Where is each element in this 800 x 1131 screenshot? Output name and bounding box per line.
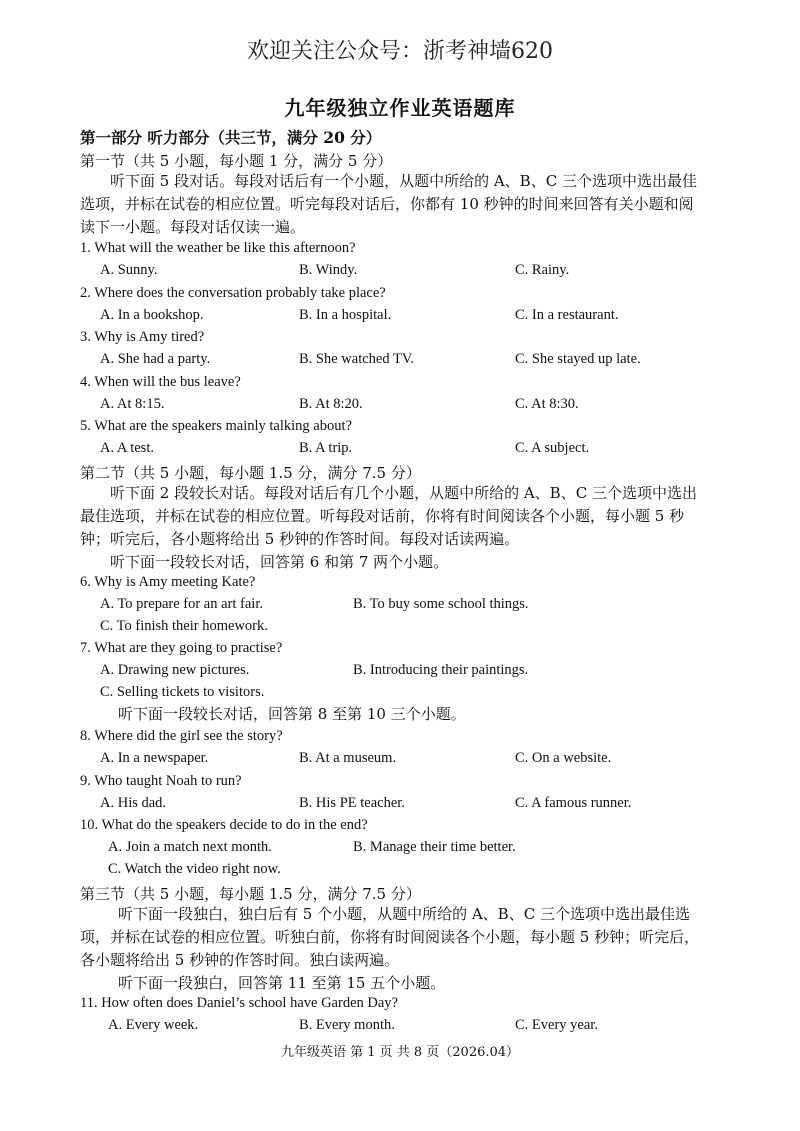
question-6: 6. Why is Amy meeting Kate? <box>80 574 256 590</box>
question-7-option-b: B. Introducing their paintings. <box>353 662 529 678</box>
question-6-option-b: B. To buy some school things. <box>353 596 529 612</box>
question-9-option-a: A. His dad. <box>100 795 167 811</box>
section-2-heading: 第二节（共 5 小题，每小题 1.5 分，满分 7.5 分） <box>80 464 421 482</box>
section-2-instruction-line-1: 听下面 2 段较长对话。每段对话后有几个小题，从题中所给的 A、B、C 三个选项中选出 <box>110 484 697 502</box>
question-8: 8. Where did the girl see the story? <box>80 728 283 744</box>
question-5-option-b: B. A trip. <box>299 440 353 456</box>
section-2-instruction-line-2: 最佳选项，并标在试卷的相应位置。听每段对话前，你将有时间阅读各个小题，每小题 5 秒 <box>80 507 685 525</box>
question-5: 5. What are the speakers mainly talking about? <box>80 418 352 434</box>
question-2-option-a: A. In a bookshop. <box>100 307 204 323</box>
section-2-note-1: 听下面一段较长对话，回答第 6 和第 7 两个小题。 <box>110 553 449 571</box>
section-3-instruction-line-2: 项，并标在试卷的相应位置。听独白前，你将有时间阅读各个小题，每小题 5 秒钟；听完后， <box>80 928 700 946</box>
section-3-note: 听下面一段独白，回答第 11 至第 15 五个小题。 <box>118 974 446 992</box>
question-7-option-c: C. Selling tickets to visitors. <box>100 684 265 700</box>
question-10-option-c: C. Watch the video right now. <box>108 861 281 877</box>
section-2-note-2: 听下面一段较长对话，回答第 8 至第 10 三个小题。 <box>118 705 466 723</box>
question-11-option-c: C. Every year. <box>515 1017 598 1033</box>
page-footer: 九年级英语 第 1 页 共 8 页（2026.04） <box>280 1045 520 1060</box>
question-4: 4. When will the bus leave? <box>80 374 241 390</box>
section-3-instruction-line-3: 各小题将给出 5 秒钟的作答时间。独白读两遍。 <box>80 951 400 969</box>
question-10-option-a: A. Join a match next month. <box>108 839 272 855</box>
question-6-option-a: A. To prepare for an art fair. <box>100 596 263 612</box>
section-3-heading: 第三节（共 5 小题，每小题 1.5 分，满分 7.5 分） <box>80 885 421 903</box>
question-5-option-c: C. A subject. <box>515 440 590 456</box>
question-7-option-a: A. Drawing new pictures. <box>100 662 250 678</box>
section-1-instruction-line-2: 选项，并标在试卷的相应位置。听完每段对话后，你都有 10 秒钟的时间来回答有关小题和阅 <box>80 195 694 213</box>
section-1-instruction-line-3: 读下一小题。每段对话仅读一遍。 <box>80 218 306 236</box>
question-9-option-c: C. A famous runner. <box>515 795 632 811</box>
section-1-instruction-line-1: 听下面 5 段对话。每段对话后有一个小题，从题中所给的 A、B、C 三个选项中选出最佳 <box>110 172 697 190</box>
question-3-option-c: C. She stayed up late. <box>515 351 641 367</box>
question-10: 10. What do the speakers decide to do in the end? <box>80 817 368 833</box>
section-1-heading: 第一节（共 5 小题，每小题 1 分，满分 5 分） <box>80 152 393 170</box>
question-2-option-c: C. In a restaurant. <box>515 307 619 323</box>
question-2: 2. Where does the conversation probably take place? <box>80 285 386 301</box>
question-11-option-b: B. Every month. <box>299 1017 395 1033</box>
part-heading: 第一部分 听力部分（共三节，满分 20 分） <box>80 128 382 147</box>
question-9: 9. Who taught Noah to run? <box>80 773 242 789</box>
question-4-option-b: B. At 8:20. <box>299 396 363 412</box>
question-1: 1. What will the weather be like this afternoon? <box>80 240 356 256</box>
question-5-option-a: A. A test. <box>100 440 154 456</box>
question-10-option-b: B. Manage their time better. <box>353 839 516 855</box>
question-1-option-b: B. Windy. <box>299 262 358 278</box>
question-1-option-c: C. Rainy. <box>515 262 570 278</box>
question-3: 3. Why is Amy tired? <box>80 329 205 345</box>
question-11: 11. How often does Daniel’s school have Garden Day? <box>80 995 398 1011</box>
question-1-option-a: A. Sunny. <box>100 262 158 278</box>
question-7: 7. What are they going to practise? <box>80 640 283 656</box>
question-8-option-c: C. On a website. <box>515 750 612 766</box>
question-11-option-a: A. Every week. <box>108 1017 199 1033</box>
section-2-instruction-line-3: 钟；听完后，各小题将给出 5 秒钟的作答时间。每段对话读两遍。 <box>80 530 520 548</box>
question-4-option-c: C. At 8:30. <box>515 396 579 412</box>
section-3-instruction-line-1: 听下面一段独白，独白后有 5 个小题，从题中所给的 A、B、C 三个选项中选出最佳选 <box>118 905 690 923</box>
question-3-option-a: A. She had a party. <box>100 351 211 367</box>
watermark-text: 欢迎关注公众号：浙考神墙620 <box>247 39 553 64</box>
question-6-option-c: C. To finish their homework. <box>100 618 268 634</box>
page-title: 九年级独立作业英语题库 <box>284 96 516 120</box>
question-8-option-a: A. In a newspaper. <box>100 750 209 766</box>
question-4-option-a: A. At 8:15. <box>100 396 165 412</box>
question-9-option-b: B. His PE teacher. <box>299 795 405 811</box>
question-8-option-b: B. At a museum. <box>299 750 397 766</box>
question-3-option-b: B. She watched TV. <box>299 351 415 367</box>
question-2-option-b: B. In a hospital. <box>299 307 392 323</box>
